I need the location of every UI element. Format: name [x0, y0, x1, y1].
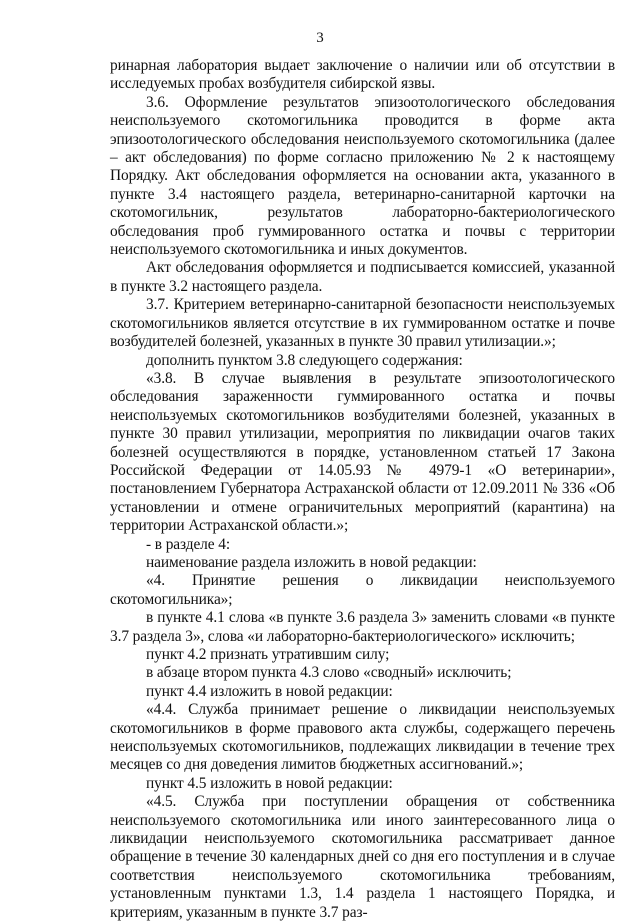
paragraph-section-4-title: «4. Принятие решения о ликвидации неиспользуемого скотомогильника»;: [110, 572, 615, 608]
paragraph-section-title-new: наименование раздела изложить в новой редакции:: [146, 553, 477, 571]
paragraph-4-4: «4.4. Служба принимает решение о ликвидации неиспользуемых скотомогильников в форме правового акта службы, содержащего перечень неиспользуемых скотомогильников, подлежащих ликвидации в течение трех месяцев со дня доведения лимитов бюджетных ассигнований.»;: [110, 701, 615, 774]
paragraph-4-3-changes: в абзаце втором пункта 4.3 слово «сводный» исключить;: [146, 664, 512, 682]
page-number: 3: [316, 30, 324, 46]
paragraph-4-4-new: пункт 4.4 изложить в новой редакции:: [146, 682, 393, 700]
paragraph-4-5-new: пункт 4.5 изложить в новой редакции:: [146, 774, 393, 792]
paragraph-lab-conclusion: ринарная лаборатория выдает заключение о наличии или об отсутствии в исследуемых пробах возбудителя сибирской язвы.: [110, 57, 615, 93]
paragraph-4-5: «4.5. Служба при поступлении обращения от собственника неиспользуемого скотомогильника или иного заинтересованного лица о ликвидации неиспользуемого скотомогильника рассматривает данное обращение в течение 30 календарных дней со дня его поступления и в случае соответствия неиспользуемого скотомогильника требованиям, установленным пунктами 1.3, 1.4 раздела 1 настоящего Порядка, и критериям, указанным в пункте 3.7 раз-: [110, 793, 615, 921]
paragraph-3-6: 3.6. Оформление результатов эпизоотологического обследования неиспользуемого скотомогильника проводится в форме акта эпизоотологического обследования неиспользуемого скотомогильника (далее – акт обследования) по форме согласно приложению № 2 к настоящему Порядку. Акт обследования оформляется на основании акта, указанного в пункте 3.4 настоящего раздела, ветеринарно-санитарной карточки на скотомогильник, результатов лабораторно-бактериологического обследования проб гуммированного остатка и почвы с территории неиспользуемого скотомогильника и иных документов.: [110, 93, 615, 259]
paragraph-act-commission: Акт обследования оформляется и подписывается комиссией, указанной в пункте 3.2 настоящего раздела.: [110, 259, 615, 295]
paragraph-section-4: - в разделе 4:: [146, 535, 231, 553]
paragraph-4-1-changes: в пункте 4.1 слова «в пункте 3.6 раздела 3» заменить словами «в пункте 3.7 раздела 3», слова «и лабораторно-бактериологического» исключить;: [110, 609, 615, 645]
paragraph-4-2-repeal: пункт 4.2 признать утратившим силу;: [146, 646, 390, 663]
document-body: [110, 57, 615, 922]
paragraph-add-3-8: дополнить пунктом 3.8 следующего содержания:: [146, 351, 463, 369]
paragraph-3-7: 3.7. Критерием ветеринарно-санитарной безопасности неиспользуемых скотомогильников является отсутствие в их гуммированном остатке и почве возбудителей болезней, указанных в пункте 30 правил утилизации.»;: [110, 296, 615, 351]
paragraph-3-8: «3.8. В случае выявления в результате эпизоотологического обследования зараженности гуммированного остатка и почвы неиспользуемых скотомогильников возбудителями болезней, указанных в пункте 30 правил утилизации, мероприятия по ликвидации очагов таких болезней осуществляются в порядке, установленном статьей 17 Закона Российской Федерации от 14.05.93 № 4979-1 «О ветеринарии», постановлением Губернатора Астраханской области от 12.09.2011 № 336 «Об установлении и отмене ограничительных мероприятий (карантина) на территории Астраханской области.»;: [110, 369, 615, 535]
